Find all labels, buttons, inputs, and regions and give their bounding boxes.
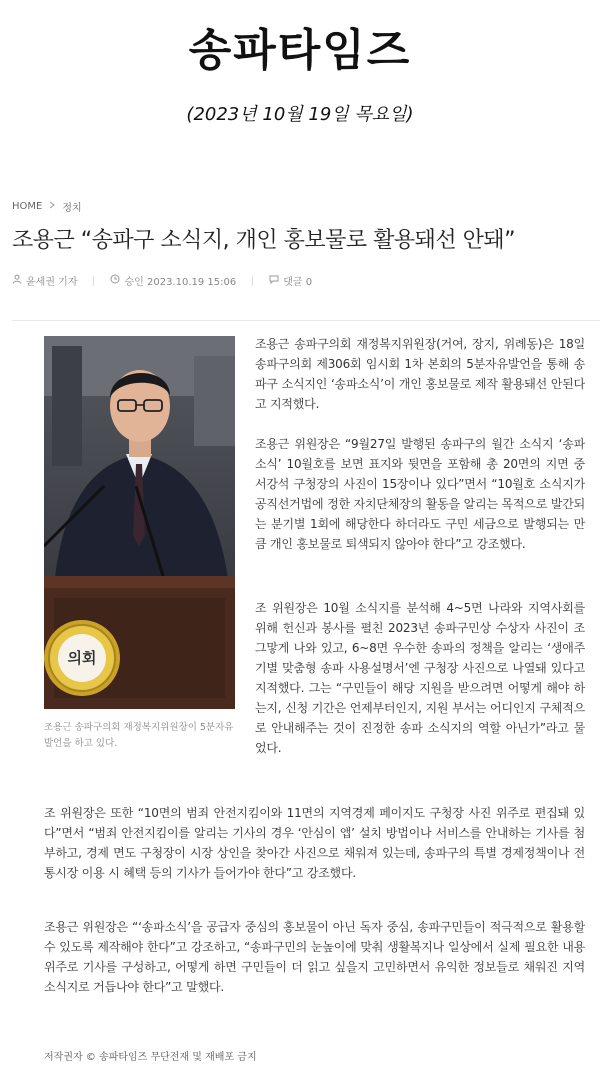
article-meta [12,273,328,288]
meta-divider [93,276,94,286]
article-paragraph [44,917,585,997]
comments-info[interactable] [269,273,312,288]
masthead-title: 송파타임즈 [188,25,412,76]
clock-icon [110,274,120,287]
chevron-right-icon [48,201,56,212]
photo-caption: 조용근 송파구의회 재정복지위원장이 5분자유발언을 하고 있다. [44,722,234,749]
article-paragraph [44,803,585,883]
approved-info [110,273,236,288]
paragraph-text: 조용근 위원장은 “9월27일 발행된 송파구의 월간 소식지 ‘송파소식’ 10월호를 보면 표지와 뒷면을 포함해 총 20면의 지면 중 서강석 구청장의 사진이 15장이나 있다”면서 “10월호 소식지가 공직선거법에 정한 자치단체장의 활동을 알리는 목적으로 발간되는 분기별 1회에 해당한다 하더라도 구민 세금으로 발행되는 만큼 개인 홍보물로 퇴색되지 않아야 한다”고 강조했다. [255,437,585,551]
edition-date: (2023년 10월 19일 목요일) [186,104,414,125]
user-icon [12,274,22,287]
paragraph-text: 조 위원장은 10월 소식지를 분석해 4~5면 나라와 지역사회를 위해 헌신과 봉사를 펼친 2023년 송파구민상 수상자 사진이 조그맣게 나와 있고, 6~8면 우수한 송파의 정책을 알리는 ‘생애주기별 맞춤형 송파 사용설명서’엔 구청장 사진으로 나열돼 있다고 지적했다. 그는 “구민들이 해당 지원을 받으려면 어떻게 해야 하는지, 신청 기간은 언제부터인지, 지원 부서는 어디인지 구체적으로 안내해주는 것이 진정한 송파 소식지의 역할 아닌가”라고 물었다. [255,601,585,755]
paragraph-text: 조용근 송파구의회 재정복지위원장(거여, 장지, 위례동)은 18일 송파구의회 제306회 임시회 1차 본회의 5분자유발언을 통해 송파구 소식지인 ‘송파소식’이 개인 홍보물로 제작 활용돼선 안된다고 지적했다. [255,337,585,411]
header-divider [12,320,600,321]
comment-icon [269,274,279,287]
article-paragraph [255,334,585,414]
copyright-notice: 저작권자 © 송파타임즈 무단전재 및 재배포 금지 [44,1052,257,1063]
article-paragraph [255,598,585,758]
breadcrumb-section[interactable]: 정치 [62,203,82,214]
comment-count[interactable]: 댓글 0 [283,277,313,288]
article-paragraph [255,434,585,554]
paragraph-text: 조 위원장은 또한 “10면의 범죄 안전지킴이와 11면의 지역경제 페이지도 구청장 사진 위주로 편집돼 있다”면서 “범죄 안전지킴이를 알리는 기사의 경우 ‘안심이 앱’ 설치 방법이나 서비스를 안내하는 기사를 첨부하고, 경제 면도 구청장이 시장 상인을 찾아간 사진으로 채워져 있는데, 송파구의 특별 경제정책이나 전통시장 이용 시 혜택 등의 기사가 들어가야 한다”고 강조했다. [44,806,585,880]
paragraph-text: 조용근 위원장은 “‘송파소식’을 공급자 중심의 홍보물이 아닌 독자 중심, 송파구민들이 적극적으로 활용할 수 있도록 제작해야 한다”고 강조하고, “송파구민의 눈높이에 맞춰 생활복지나 일상에서 실제 필요한 내용 위주로 기사를 구성하고, 어떻게 하면 구민들이 더 읽고 싶을지 고민하면서 유익한 정보들로 채워진 지역 소식지로 거듭나야 한다”고 말했다. [44,920,585,994]
article-headline: 조용근 “송파구 소식지, 개인 홍보물로 활용돼선 안돼” [12,228,516,253]
meta-divider [252,276,253,286]
article-photo [44,336,235,709]
emblem-text: 의회 [67,649,97,667]
breadcrumb-home[interactable]: HOME [12,201,43,212]
author-name[interactable]: 윤세권 기자 [26,277,78,288]
approved-date: 승인 2023.10.19 15:06 [124,277,237,288]
breadcrumb [12,199,82,214]
author-info [12,273,77,288]
